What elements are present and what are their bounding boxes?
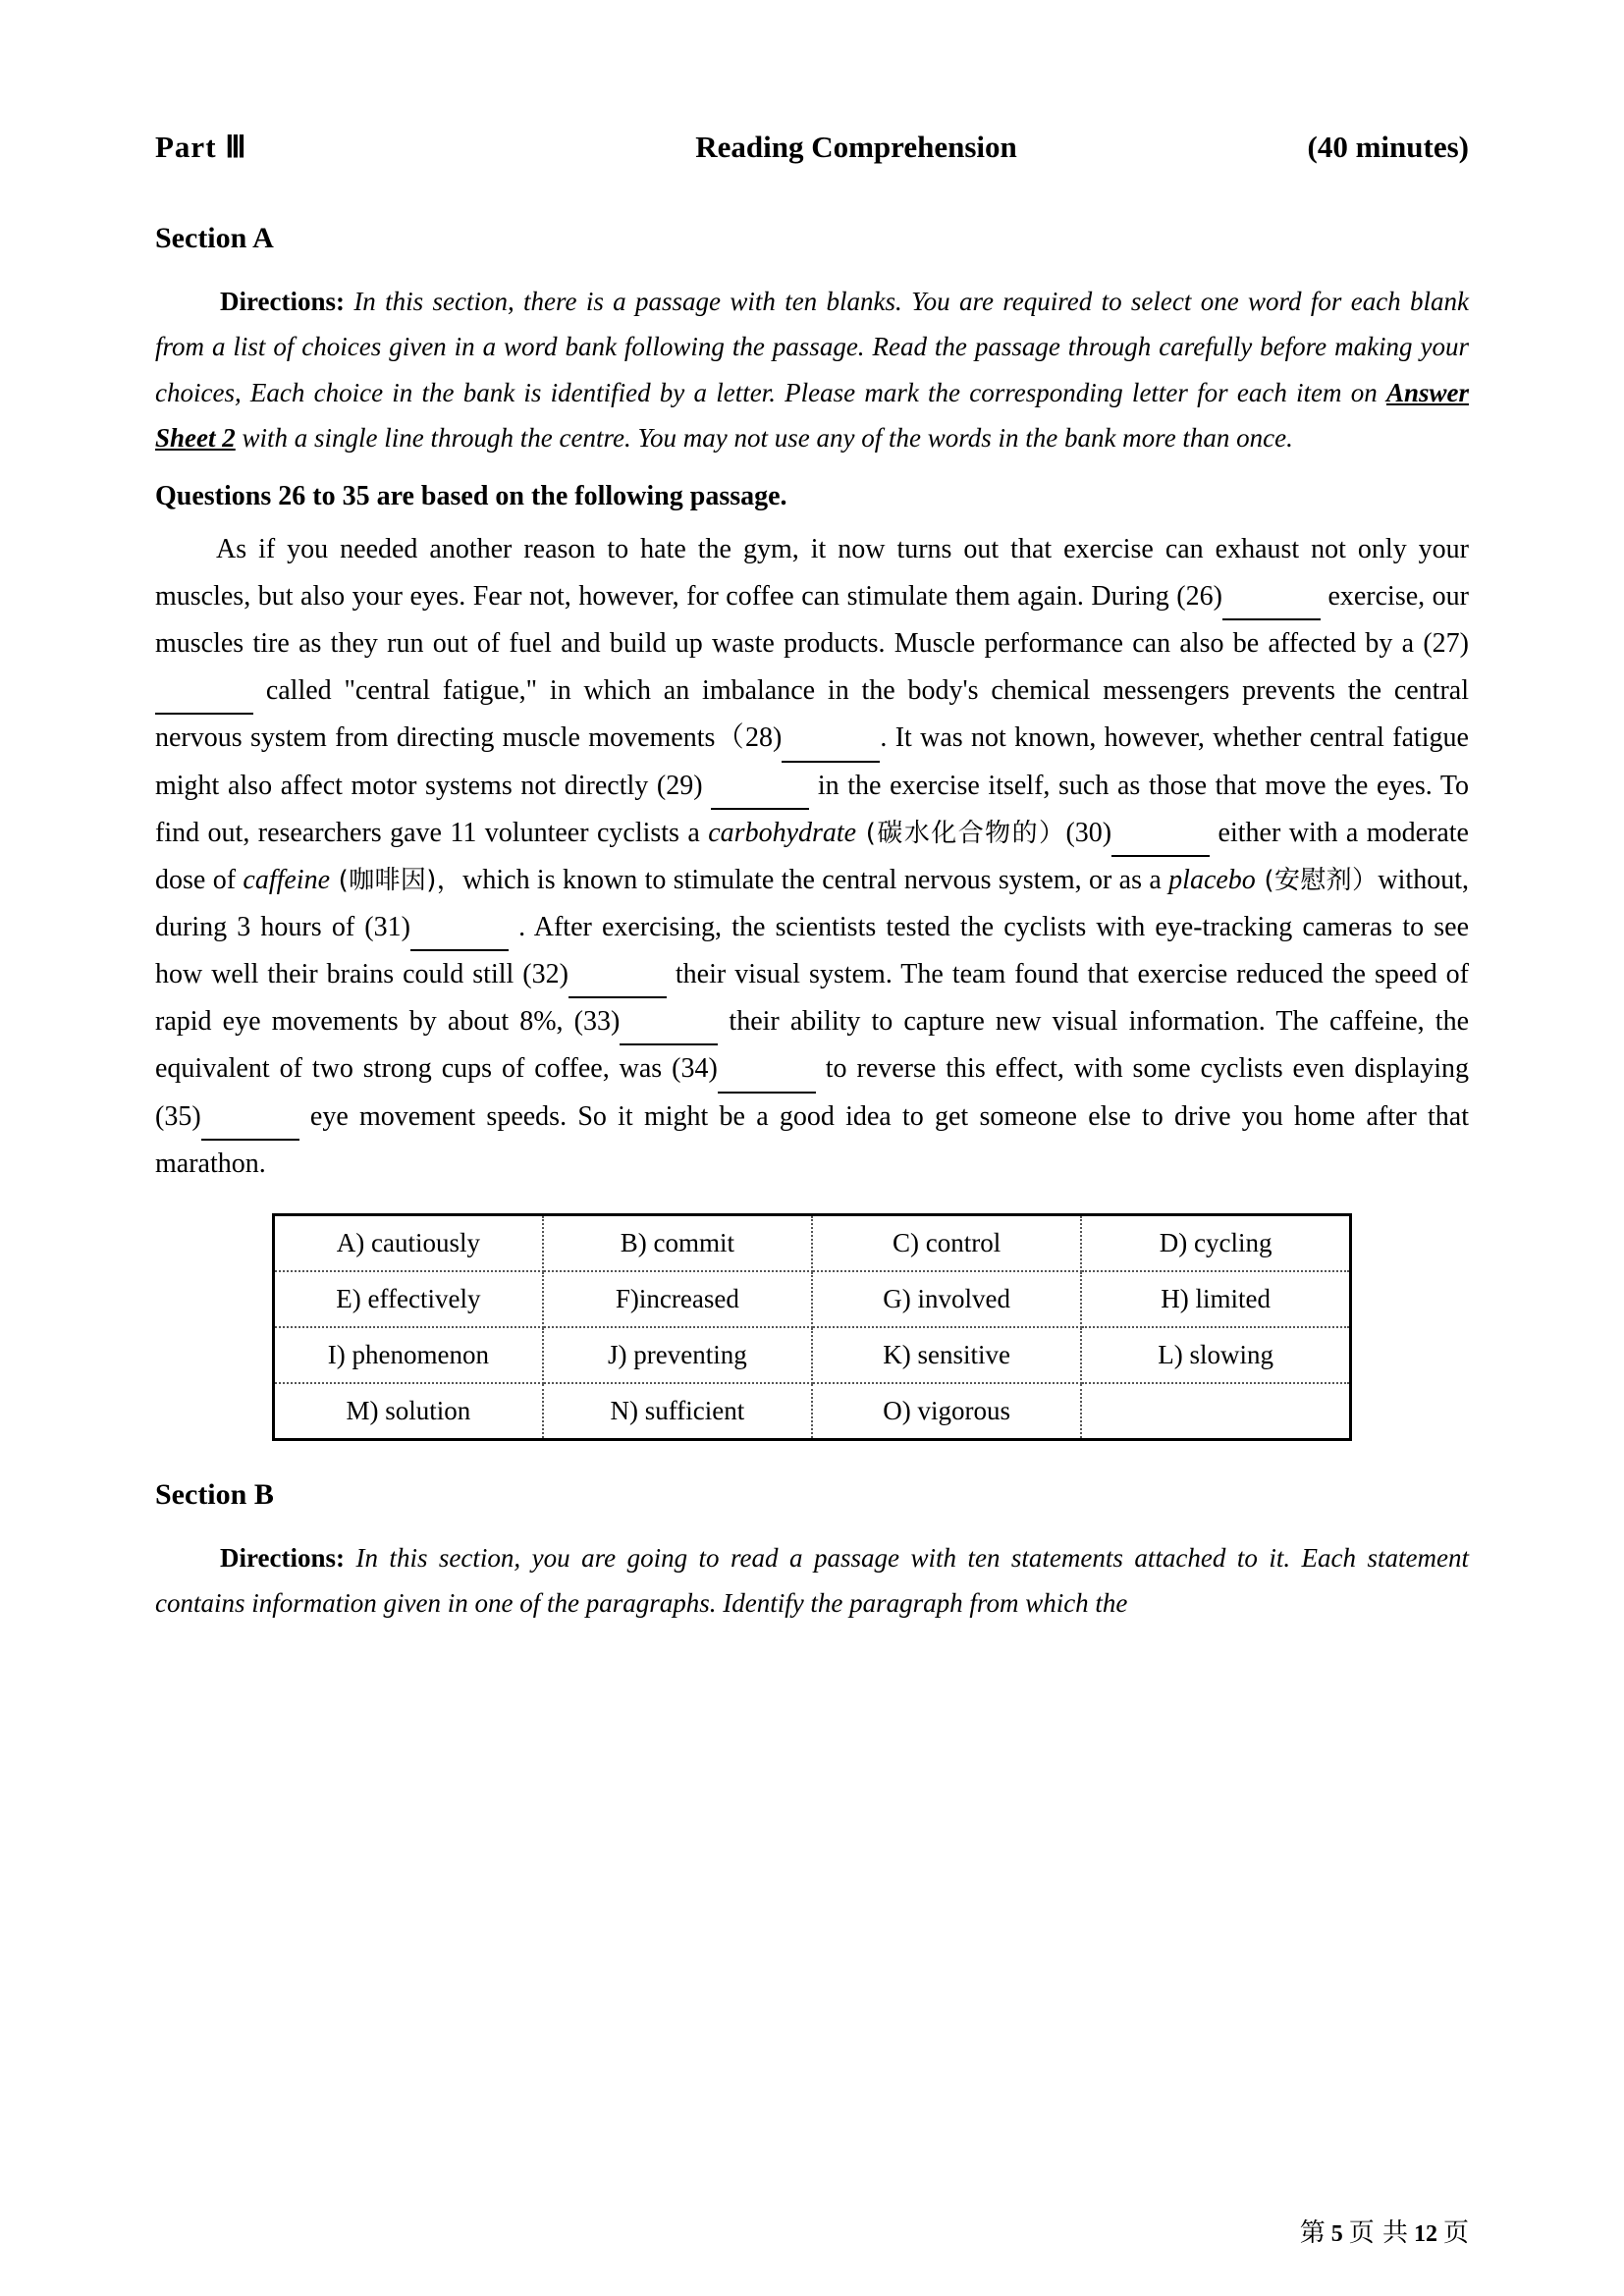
word-bank-option: L) slowing [1081,1327,1350,1383]
passage-gloss-carbohydrate: (碳水化合物的） [856,818,1066,848]
word-bank-option: K) sensitive [812,1327,1081,1383]
blank-29 [711,781,809,810]
passage-italic-caffeine: caffeine [243,864,331,895]
passage-gloss-caffeine: (咖啡因)， [330,865,463,895]
blank-30 [1111,828,1210,857]
word-bank-option: D) cycling [1081,1214,1350,1271]
word-bank-option: H) limited [1081,1271,1350,1327]
page-title: Reading Comprehension [695,130,1017,164]
passage-seg-7: either with a moderate dose of [155,817,1469,895]
passage-seg-13: to reverse this effect, with some cyclists even displaying (35) [155,1053,1470,1132]
blank-27 [155,687,253,716]
word-bank-option: M) solution [274,1383,543,1440]
word-bank-option: J) preventing [543,1327,812,1383]
footer-total-pages: 12 [1413,2221,1437,2247]
time-allotment: (40 minutes) [1307,130,1469,164]
word-bank-option: F)increased [543,1271,812,1327]
passage-italic-placebo: placebo [1168,864,1256,895]
table-row [274,1327,1351,1383]
blank-34 [718,1065,816,1094]
word-bank-option-empty [1081,1383,1350,1440]
blank-26 [1222,592,1321,620]
word-bank-option: C) control [812,1214,1081,1271]
passage-seg-10: . After exercising, the scientists tested the cyclists with eye-tracking cameras to see how well their brains could still (32) [155,912,1470,990]
passage-seg-3: called "central fatigue," in which an imbalance in the body's chemical messengers prevents the central nervous system from directing muscle movements（28) [155,675,1469,754]
part-label: Part Ⅲ [155,130,247,164]
page-footer [1300,2213,1469,2249]
section-a-title: Section A [155,222,274,254]
part-header [155,130,1469,165]
word-bank-option: B) commit [543,1214,812,1271]
word-bank-option: A) cautiously [274,1214,543,1271]
word-bank-option: I) phenomenon [274,1327,543,1383]
passage-seg-2: exercise, our muscles tire as they run out of fuel and build up waste products. Muscle performance can also be affected by a (27) [155,580,1469,660]
word-bank-option: O) vigorous [812,1383,1081,1440]
table-row [274,1271,1351,1327]
section-b-title: Section B [155,1477,274,1511]
blank-33 [620,1018,718,1046]
passage-body [155,526,1469,1188]
table-row [274,1214,1351,1271]
passage-seg-11: their visual system. The team found that exercise reduced the speed of rapid eye movements by about 8%, (33) [155,959,1469,1038]
section-b-directions [155,1535,1469,1627]
directions-text: In this section, you are going to read a passage with ten statements attached to it. Each statement contains information given in one of the paragraphs. Identify the paragraph from which the [155,1542,1469,1619]
table-row [274,1383,1351,1440]
answer-sheet-reference: Answer Sheet 2 [155,377,1469,454]
passage-gloss-placebo: (安慰剂） [1255,865,1379,895]
directions-label: Directions: [220,1542,345,1573]
directions-label: Directions: [220,287,345,316]
blank-35 [201,1112,299,1141]
passage-italic-carbohydrate: carbohydrate [708,817,857,848]
directions-text-part-2: with a single line through the centre. You may not use any of the words in the bank more than once. [235,423,1293,454]
blank-31 [410,924,509,952]
section-a-directions [155,279,1469,461]
directions-text-part-1: In this section, there is a passage with ten blanks. You are required to select one word for each blank from a list of choices given in a word bank following the passage. Read the passage through carefully before making your choices, Each choice in the bank is identified by a letter. Please mark the corresponding letter for each item on [155,287,1469,407]
passage-seg-1: As if you needed another reason to hate the gym, it now turns out that exercise can exhaust not only your muscles, but also your eyes. Fear not, however, for coffee can stimulate them again. During (26) [155,533,1469,612]
word-bank-option: G) involved [812,1271,1081,1327]
passage-seg-9: without, during 3 hours of (31) [155,864,1469,942]
passage-seg-14: eye movement speeds. So it might be a good idea to get someone else to drive you home after that marathon. [155,1100,1469,1179]
passage-seg-4: . It was not known, however, whether central fatigue might also affect motor systems not directly (29) [155,722,1469,801]
word-bank-table [272,1213,1352,1441]
blank-32 [568,971,667,999]
footer-current-page: 5 [1330,2221,1343,2247]
passage-seg-5: in the exercise itself, such as those that move the eyes. To find out, researchers gave 11 volunteer cyclists a [155,770,1469,848]
passage-seg-8: which is known to stimulate the central nervous system, or as a [462,864,1169,895]
blank-28 [782,734,880,763]
passage-seg-6: (30) [1065,817,1112,848]
questions-range-line: Questions 26 to 35 are based on the following passage. [155,480,787,511]
footer-middle: 页 共 [1348,2218,1408,2248]
footer-suffix: 页 [1442,2218,1469,2248]
word-bank-option: N) sufficient [543,1383,812,1440]
word-bank-option: E) effectively [274,1271,543,1327]
footer-prefix: 第 [1299,2218,1326,2248]
passage-seg-12: their ability to capture new visual information. The caffeine, the equivalent of two strong cups of coffee, was (34) [155,1006,1469,1085]
